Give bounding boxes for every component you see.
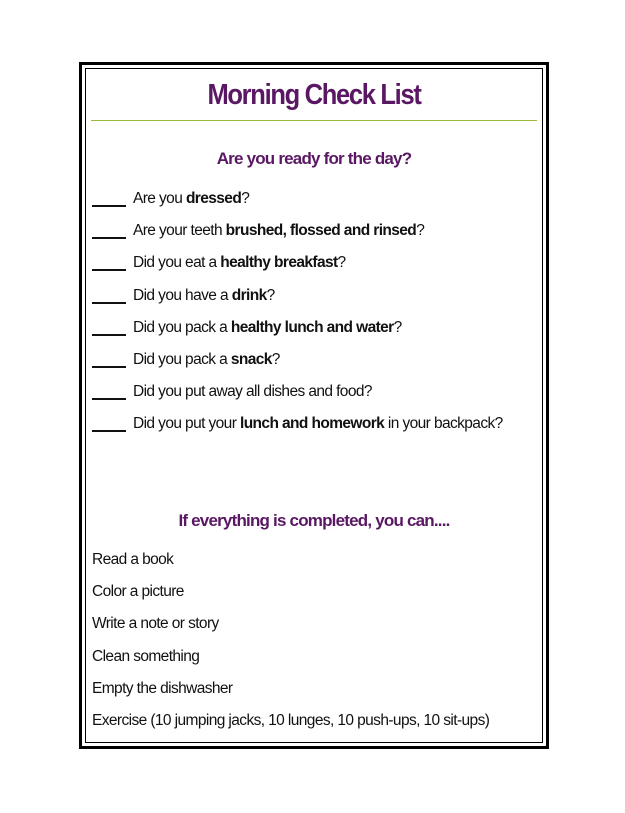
checklist-item-text: Did you pack a xyxy=(133,350,231,368)
checklist-item-label xyxy=(133,254,346,272)
activity-item: Write a note or story xyxy=(92,615,219,633)
activity-list xyxy=(92,551,489,744)
checklist-item-emphasis: healthy breakfast xyxy=(220,254,338,272)
checklist-item-emphasis: lunch and homework xyxy=(239,415,385,433)
activity-item: Color a picture xyxy=(92,583,184,601)
checklist-blank-line[interactable] xyxy=(92,383,126,400)
checklist-item-text: Did you pack a xyxy=(133,318,231,336)
checklist-item-label xyxy=(133,319,402,337)
checklist-item-label xyxy=(133,415,503,433)
checklist-item xyxy=(92,319,503,351)
checklist-item xyxy=(92,190,503,222)
checklist-item-emphasis: dressed xyxy=(185,190,242,207)
page-border-inner xyxy=(85,68,543,743)
checklist-item-emphasis: snack xyxy=(230,350,272,368)
checklist-item-label xyxy=(133,222,424,240)
checklist-blank-line[interactable] xyxy=(92,254,126,271)
checklist-item xyxy=(92,287,503,319)
checklist-item-text: Did you have a xyxy=(133,286,232,304)
checklist-item-text: in your backpack? xyxy=(384,415,503,433)
checklist-item-text: ? xyxy=(271,350,280,368)
checklist-item-text: Did you put your xyxy=(133,415,240,433)
checklist-item-text: ? xyxy=(266,286,275,304)
checklist-item-label xyxy=(133,351,280,369)
checklist-item-text: ? xyxy=(393,318,402,336)
activity-item: Empty the dishwasher xyxy=(92,679,233,697)
activity-item: Read a book xyxy=(92,551,174,568)
page-border xyxy=(79,62,549,749)
checklist-item-label xyxy=(133,287,275,305)
checklist-blank-line[interactable] xyxy=(92,190,126,207)
checklist-item-emphasis: healthy lunch and water xyxy=(230,318,394,336)
checklist-item-label xyxy=(133,383,372,401)
checklist-item-text: Did you put away all dishes and food? xyxy=(133,383,372,401)
checklist-blank-line[interactable] xyxy=(92,287,126,304)
morning-checklist xyxy=(92,190,503,448)
checklist-blank-line[interactable] xyxy=(92,319,126,336)
activity-item: Exercise (10 jumping jacks, 10 lunges, 10 push-ups, 10 sit-ups) xyxy=(92,711,490,729)
checklist-item-text: Are your teeth xyxy=(133,222,226,240)
ready-heading: Are you ready for the day? xyxy=(216,149,412,168)
checklist-item-emphasis: brushed, flossed and rinsed xyxy=(225,222,417,240)
page-title: Morning Check List xyxy=(207,79,421,111)
title-divider xyxy=(91,120,537,121)
checklist-item-text: ? xyxy=(241,190,250,207)
checklist-item-text: ? xyxy=(416,222,425,240)
checklist-item xyxy=(92,383,503,415)
completed-heading: If everything is completed, you can.... xyxy=(178,511,450,530)
checklist-item-label xyxy=(133,190,249,208)
checklist-item xyxy=(92,222,503,254)
checklist-blank-line[interactable] xyxy=(92,415,126,432)
checklist-item-text: Did you eat a xyxy=(133,254,221,272)
checklist-item xyxy=(92,351,503,383)
checklist-item xyxy=(92,254,503,286)
activity-item: Clean something xyxy=(92,647,200,665)
checklist-item-text: ? xyxy=(337,254,346,272)
checklist-item-emphasis: drink xyxy=(231,286,267,304)
checklist-blank-line[interactable] xyxy=(92,222,126,239)
checklist-blank-line[interactable] xyxy=(92,351,126,368)
checklist-item-text: Are you xyxy=(133,190,186,207)
checklist-item xyxy=(92,415,503,447)
